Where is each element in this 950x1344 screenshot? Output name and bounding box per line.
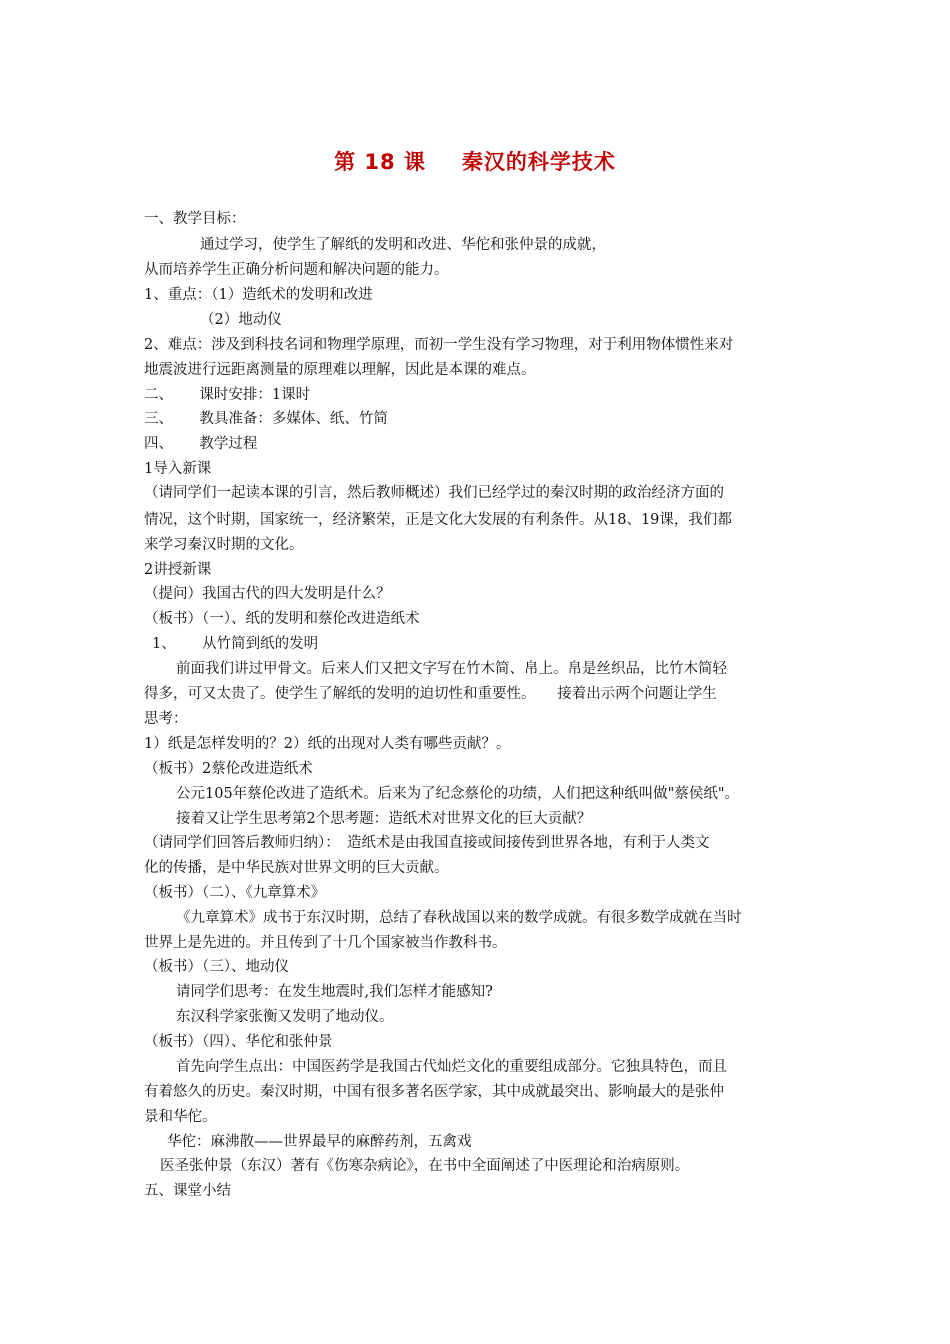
text-line: 东汉科学家张衡又发明了地动仪。 <box>176 1009 394 1025</box>
text-line: （2）地动仪 <box>200 312 282 328</box>
text-line: 从而培养学生正确分析问题和解决问题的能力。 <box>144 262 449 278</box>
text-line: 1、 从竹简到纸的发明 <box>152 636 319 652</box>
text-line: 《九章算术》成书于东汉时期，总结了春秋战国以来的数学成就。有很多数学成就在当时 <box>176 910 742 926</box>
text-line: 1）纸是怎样发明的？2）纸的出现对人类有哪些贡献？。 <box>144 736 511 752</box>
text-line: 二、 课时安排：1课时 <box>144 387 311 403</box>
text-line: 2、难点：涉及到科技名词和物理学原理，而初一学生没有学习物理，对于利用物体惯性来对 <box>144 337 734 353</box>
text-line: 华佗：麻沸散——世界最早的麻醉药剂，五禽戏 <box>167 1134 472 1150</box>
text-line: 得多，可又太贵了。使学生了解纸的发明的迫切性和重要性。 接着出示两个问题让学生 <box>144 686 717 702</box>
text-line: （板书）（二）、《九章算术》 <box>144 885 326 901</box>
text-line: （提问）我国古代的四大发明是什么？ <box>144 586 391 602</box>
text-line: （板书）（四）、华佗和张仲景 <box>144 1034 333 1050</box>
text-line: 五、课堂小结 <box>144 1183 231 1199</box>
text-line: 公元105年蔡伦改进了造纸术。后来为了纪念蔡伦的功绩，人们把这种纸叫做"蔡侯纸"。 <box>176 786 740 802</box>
text-line: 有着悠久的历史。秦汉时期，中国有很多著名医学家，其中成就最突出、影响最大的是张仲 <box>144 1084 724 1100</box>
lesson-number: 第 18 课 <box>334 150 426 174</box>
text-line: 首先向学生点出：中国医药学是我国古代灿烂文化的重要组成部分。它独具特色，而且 <box>176 1059 727 1075</box>
text-line: 思考： <box>144 711 188 727</box>
text-line: （请同学们回答后教师归纳）： 造纸术是由我国直接或间接传到世界各地，有利于人类文 <box>144 835 710 851</box>
text-line: （板书）（一）、纸的发明和蔡伦改进造纸术 <box>144 611 420 627</box>
text-line: （板书）（三）、地动仪 <box>144 959 289 975</box>
text-line: 情况，这个时期，国家统一，经济繁荣，正是文化大发展的有利条件。从18、19课，我们都 <box>144 512 732 528</box>
text-line: 化的传播，是中华民族对世界文明的巨大贡献。 <box>144 860 449 876</box>
text-line: 通过学习，使学生了解纸的发明和改进、华佗和张仲景的成就， <box>200 237 606 253</box>
text-line: 地震波进行远距离测量的原理难以理解，因此是本课的难点。 <box>144 362 536 378</box>
lesson-name: 秦汉的科学技术 <box>461 150 616 174</box>
text-line: 2讲授新课 <box>144 562 212 578</box>
text-line: 世界上是先进的。并且传到了十几个国家被当作教科书。 <box>144 935 507 951</box>
text-line: 接着又让学生思考第2个思考题：造纸术对世界文化的巨大贡献？ <box>176 811 592 827</box>
text-line: （请同学们一起读本课的引言，然后教师概述）我们已经学过的秦汉时期的政治经济方面的 <box>144 485 724 501</box>
text-line: 前面我们讲过甲骨文。后来人们又把文字写在竹木简、帛上。帛是丝织品，比竹木简轻 <box>176 661 727 677</box>
text-line: 一、教学目标： <box>144 211 246 227</box>
text-line: 医圣张仲景（东汉）著有《伤寒杂病论》，在书中全面阐述了中医理论和治病原则。 <box>160 1158 690 1174</box>
text-line: 1导入新课 <box>144 461 212 477</box>
page-title <box>0 146 950 176</box>
text-line: 请同学们思考：在发生地震时,我们怎样才能感知? <box>176 984 493 1000</box>
text-line: 景和华佗。 <box>144 1109 217 1125</box>
text-line: 1、重点：（1）造纸术的发明和改进 <box>144 287 373 303</box>
text-line: （板书）2蔡伦改进造纸术 <box>144 761 313 777</box>
text-line: 四、 教学过程 <box>144 436 258 452</box>
text-line: 来学习秦汉时期的文化。 <box>144 537 304 553</box>
text-line: 三、 教具准备：多媒体、纸、竹简 <box>144 411 388 427</box>
